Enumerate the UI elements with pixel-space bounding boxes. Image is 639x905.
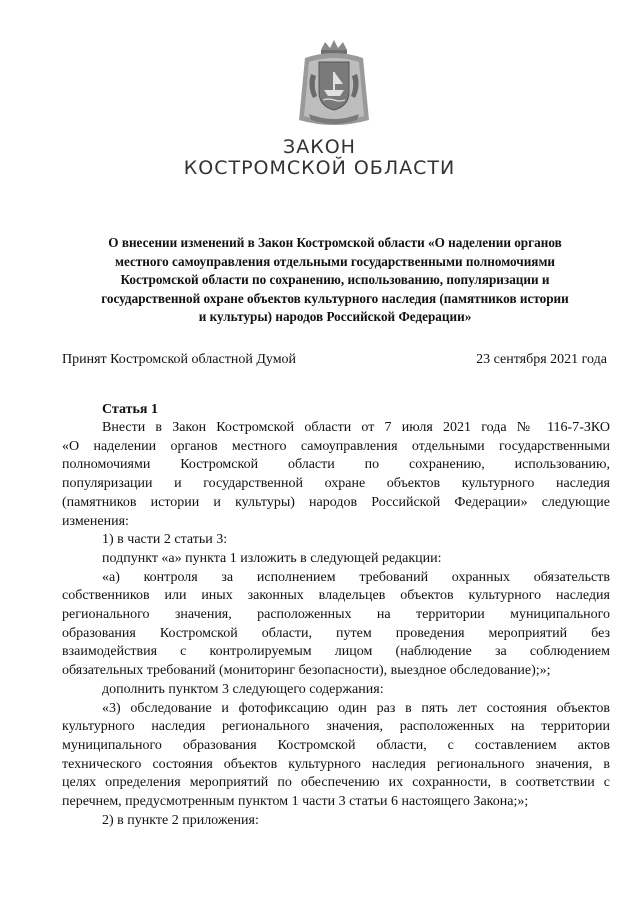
body-line: дополнить пунктом 3 следующего содержания:: [102, 681, 384, 697]
heading-line: государственной охране объектов культурного наследия (памятников истории: [101, 290, 569, 306]
body-line: (памятников истории и культуры) народов Российской Федерации» следующие: [62, 494, 610, 510]
law-heading: [60, 234, 610, 327]
body-line: подпункт «а» пункта 1 изложить в следующей редакции:: [102, 550, 442, 566]
body-line: целях определения мероприятий по обеспечению их сохранности, в соответствии с: [62, 775, 610, 791]
heading-line: О внесении изменений в Закон Костромской области «О наделении органов: [108, 235, 562, 250]
heading-line: местного самоуправления отдельными государственными полномочиями: [114, 253, 556, 269]
body-line: образования Костромской области, путем проведения мероприятий без: [62, 625, 610, 641]
body-line: собственников или иных законных владельцев объектов культурного наследия: [62, 588, 610, 604]
body-line: популяризации и государственной охране объектов культурного наследия: [62, 476, 610, 492]
body-line: 2) в пункте 2 приложения:: [102, 812, 259, 828]
body-line: взаимодействия с контролируемым лицом (наблюдение за соблюдением: [62, 644, 610, 660]
body-line: обязательных требований (мониторинг безопасности), выездное обследование);»;: [62, 663, 551, 679]
article-body: [62, 419, 610, 830]
body-line: культурного наследия регионального значения, расположенных на территории: [62, 719, 610, 735]
body-line: муниципального образования Костромской области, с составлением актов: [62, 737, 610, 753]
body-line: перечнем, предусмотренным пунктом 1 части 3 статьи 6 настоящего Закона;»;: [62, 794, 529, 810]
heading-line: Костромской области по сохранению, использованию, популяризации и: [120, 272, 550, 288]
body-line: технического состояния объектов культурного наследия регионального значения, в: [62, 756, 610, 772]
law-title: ЗАКОН: [283, 136, 356, 158]
body-line: изменения:: [62, 513, 129, 529]
body-line: регионального значения, расположенных на территории муниципального: [62, 607, 610, 623]
body-line: «а) контроля за исполнением требований охранных обязательств: [102, 569, 610, 585]
accepted-by: Принят Костромской областной Думой: [62, 352, 297, 367]
article-title: Статья 1: [102, 402, 158, 417]
heading-line: и культуры) народов Российской Федерации»: [198, 309, 472, 325]
body-line: «О наделении органов местного самоуправления отдельными государственными: [62, 438, 610, 454]
body-line: полномочиями Костромской области по сохранению, использованию,: [62, 457, 610, 473]
body-line: Внести в Закон Костромской области от 7 июля 2021 года № 116-7-ЗКО: [102, 420, 610, 435]
body-line: «3) обследование и фотофиксацию один раз в пять лет состояния объектов: [102, 700, 610, 716]
accepted-date: 23 сентября 2021 года: [476, 352, 607, 367]
body-line: 1) в части 2 статьи 3:: [102, 532, 228, 548]
coat-of-arms-emblem: [295, 40, 373, 128]
region-title: КОСТРОМСКОЙ ОБЛАСТИ: [183, 157, 456, 179]
